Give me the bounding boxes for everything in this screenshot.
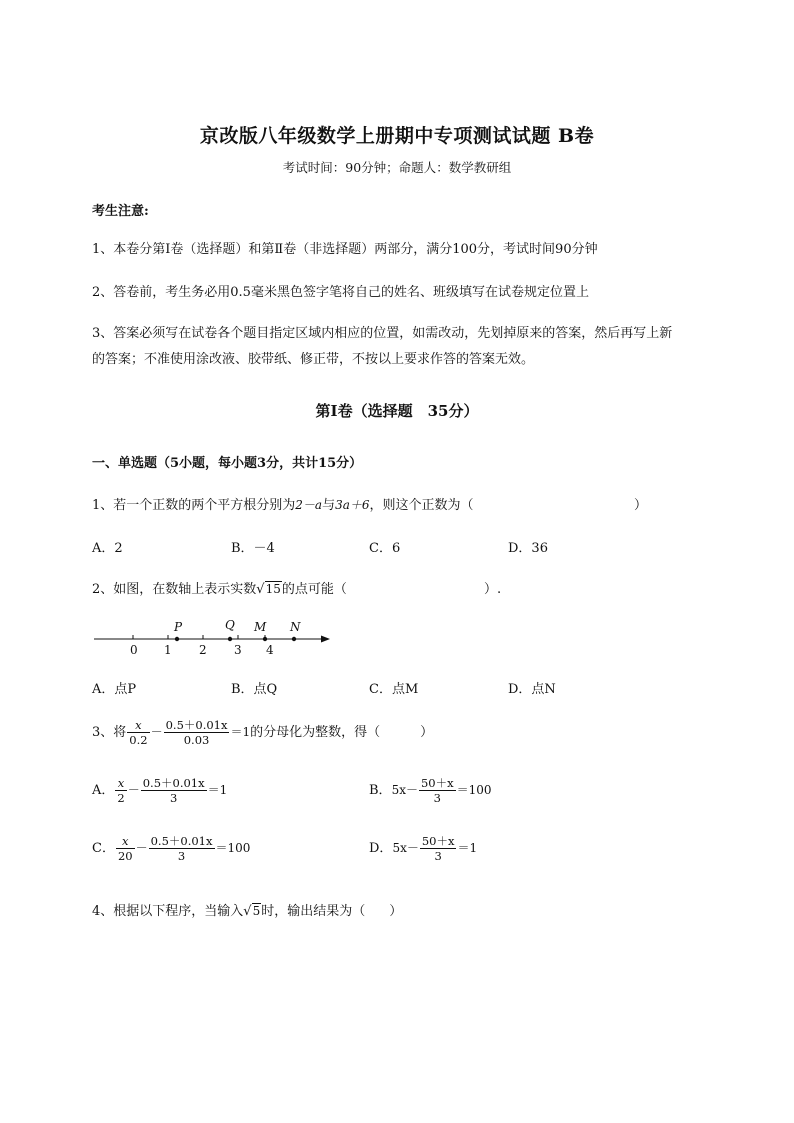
q2-close-paren: ）. [484, 582, 502, 597]
sqrt-symbol: √15 [256, 582, 281, 597]
question-1 [92, 494, 474, 513]
q2-option-c: C．点M [369, 682, 419, 697]
q1-option-c: C．6 [369, 541, 401, 556]
q1-suffix: ，则这个正数为（ [369, 498, 474, 513]
note-item-2: 2、答卷前，考生务必用0.5毫米黑色签字笔将自己的姓名、班级填写在试卷规定位置上 [92, 285, 589, 300]
point-n-label: N [290, 620, 301, 634]
q4-radicand: 5 [252, 904, 261, 918]
q1-option-d: D．36 [508, 541, 548, 556]
note-item-3-cont: 的答案；不准使用涂改液、胶带纸、修正带，不按以上要求作答的答案无效。 [92, 352, 535, 367]
q2-suffix: 的点可能（ [281, 582, 347, 597]
q3-option-d: D．5x－ $\frac{50+x}{3}$ ＝1 [369, 834, 478, 863]
sqrt-symbol: √5 [243, 904, 261, 919]
tick-label-0: 0 [130, 643, 138, 657]
point-q-label: Q [225, 618, 235, 632]
q3-close-paren: ） [420, 725, 434, 740]
q1-option-b: B．－4 [231, 541, 275, 556]
tick-label-2: 2 [199, 643, 207, 657]
note-item-1: 1、本卷分第I卷（选择题）和第Ⅱ卷（非选择题）两部分，满分100分，考试时间90分钟 [92, 242, 598, 257]
tick-label-4: 4 [266, 643, 274, 657]
q3-option-a: A． $\frac{x}{2}$ － $\frac{0.5+0.01x}{3}$ ＝1 [92, 776, 228, 805]
number-line-figure [90, 614, 340, 660]
q2-text: 2、如图，在数轴上表示实数 [92, 582, 257, 597]
q2-option-a: A．点P [92, 682, 137, 697]
q3-option-b: B．5x－ $\frac{50+x}{3}$ ＝100 [369, 776, 492, 805]
q1-close-paren: ） [634, 498, 648, 513]
question-4 [92, 900, 402, 919]
q4-close-paren: ） [389, 904, 403, 919]
q1-mid: 与 [322, 498, 336, 513]
q1-option-a: A．2 [92, 541, 123, 556]
point-m-label: M [254, 620, 267, 634]
q3-fraction-2: $\frac{0.5+0.01x}{0.03}$ [165, 718, 228, 747]
q3-option-c: C． $\frac{x}{20}$ － $\frac{0.5+0.01x}{3}$ ＝100 [92, 834, 251, 863]
q3-equals: ＝1 [230, 725, 251, 739]
q3-text: 3、将 [92, 725, 127, 740]
tick-label-1: 1 [164, 643, 172, 657]
q3-suffix: 的分母化为整数，得（ [250, 725, 381, 740]
part-heading: 一、单选题（5小题，每小题3分，共计15分） [92, 456, 363, 471]
axis-ticks [133, 635, 265, 639]
q3-fraction-1: $\frac{x}{0.2}$ [129, 718, 148, 747]
q4-text: 4、根据以下程序，当输入 [92, 904, 244, 919]
number-line-arrow [321, 636, 330, 643]
point-p-label: P [174, 620, 183, 634]
notes-heading: 考生注意: [92, 204, 149, 219]
q2-option-d: D．点N [508, 682, 556, 697]
question-2 [92, 578, 347, 597]
q1-expr-2: 3a＋6 [335, 498, 370, 512]
q2-radicand: 15 [265, 582, 281, 596]
exam-subtitle: 考试时间：90分钟；命题人：数学教研组 [282, 160, 512, 175]
point-n-dot [292, 637, 296, 641]
question-3: 3、将 $\frac{x}{0.2}$ － $\frac{0.5+0.01x}{0.03}$ ＝1的分母化为整数，得（ ） [92, 718, 434, 747]
page-title: 京改版八年级数学上册期中专项测试试题 B卷 [199, 125, 595, 147]
section-title: 第I卷（选择题 35分） [315, 402, 479, 420]
point-q-dot [228, 637, 232, 641]
point-p-dot [175, 637, 179, 641]
q2-option-b: B．点Q [231, 682, 278, 697]
q1-expr-1: 2－a [295, 498, 323, 512]
note-item-3: 3、答案必须写在试卷各个题目指定区域内相应的位置，如需改动，先划掉原来的答案，然后再写上新 [92, 326, 673, 341]
tick-label-3: 3 [234, 643, 242, 657]
q1-text: 1、若一个正数的两个平方根分别为 [92, 498, 296, 513]
q4-suffix: 时，输出结果为（ [261, 904, 366, 919]
point-m-dot [263, 637, 267, 641]
